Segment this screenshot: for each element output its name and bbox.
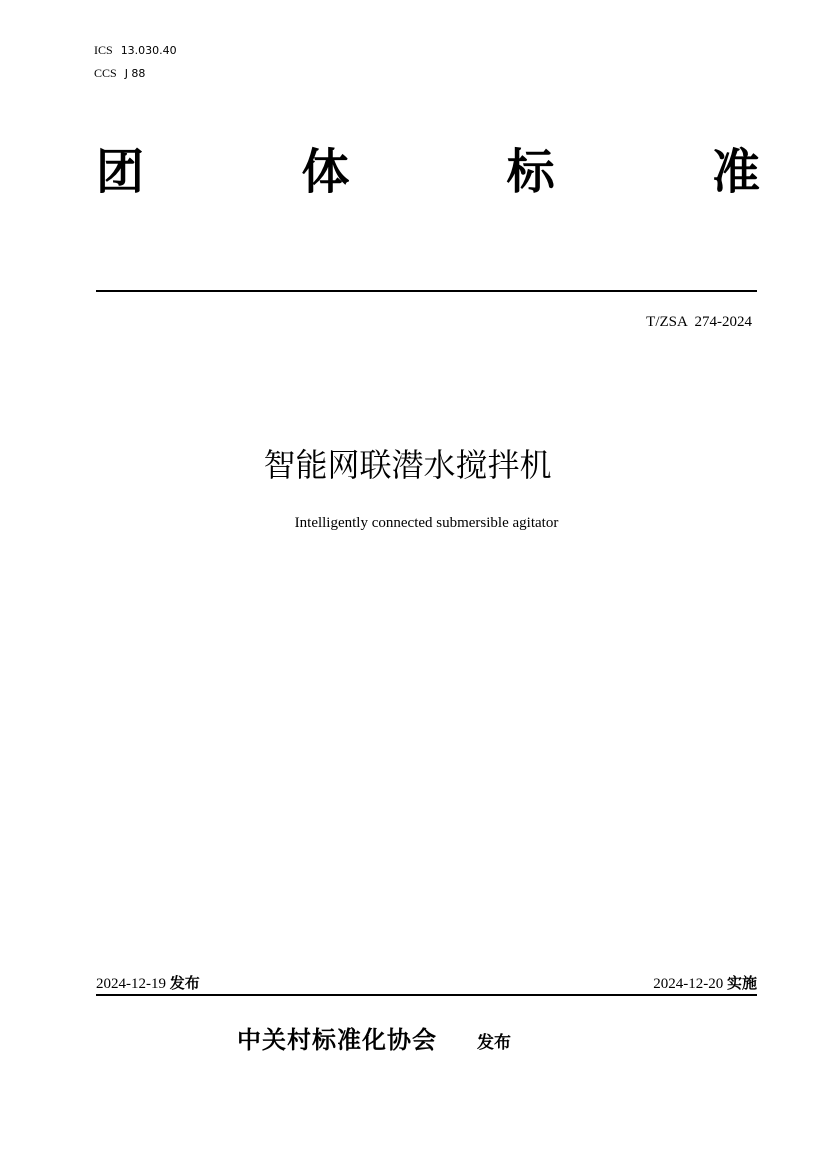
title-char-1: 团 xyxy=(96,144,145,200)
issue-label: 发布 xyxy=(169,974,200,992)
title-char-4: 准 xyxy=(711,144,760,200)
title-char-2: 体 xyxy=(301,144,350,200)
top-divider xyxy=(96,290,757,292)
publisher-row xyxy=(237,1020,511,1055)
ccs-label: CCS xyxy=(94,66,117,80)
ccs-value: J 88 xyxy=(124,67,146,80)
document-title-cn: 智能网联潜水搅拌机 xyxy=(263,446,552,484)
ccs-code xyxy=(94,62,177,85)
implement-date-block xyxy=(653,972,757,993)
implement-label: 实施 xyxy=(726,974,757,992)
publish-label: 发布 xyxy=(477,1033,511,1053)
document-title-en: Intelligently connected submersible agitator xyxy=(294,515,559,531)
classification-codes xyxy=(94,39,177,85)
date-row xyxy=(96,972,757,993)
title-char-3: 标 xyxy=(506,144,555,200)
standard-type-title xyxy=(96,142,760,202)
issue-date-block xyxy=(96,972,200,993)
publisher-name: 中关村标准化协会 xyxy=(237,1026,437,1054)
implement-date: 2024-12-20 xyxy=(653,976,724,992)
bottom-divider xyxy=(96,994,757,996)
ics-code xyxy=(94,39,177,62)
issue-date: 2024-12-19 xyxy=(96,976,166,992)
ics-value: 13.030.40 xyxy=(120,44,177,57)
standard-number: T/ZSA 274-2024 xyxy=(646,314,752,330)
ics-label: ICS xyxy=(94,43,113,57)
